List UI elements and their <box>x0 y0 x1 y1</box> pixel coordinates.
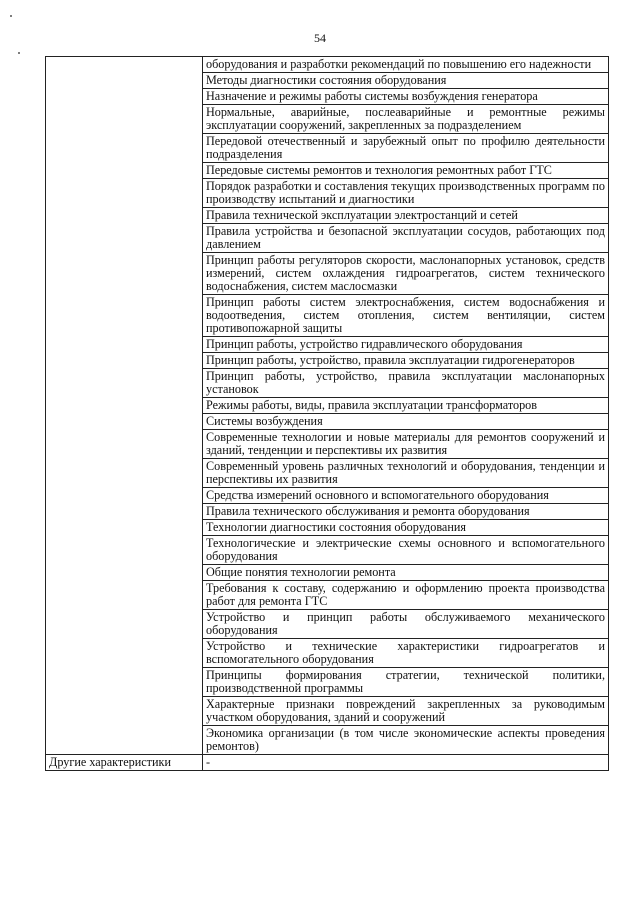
knowledge-item-cell <box>203 610 609 639</box>
left-column-empty-cell <box>46 57 203 755</box>
knowledge-item-text: Принципы формирования стратегии, технической политики, производственной программы <box>206 668 605 695</box>
scan-speck <box>18 52 20 54</box>
knowledge-item-text: Методы диагностики состояния оборудования <box>206 73 447 87</box>
knowledge-item-cell <box>203 430 609 459</box>
other-characteristics-row <box>46 755 609 771</box>
scan-speck <box>10 15 12 17</box>
knowledge-item-cell <box>203 536 609 565</box>
other-characteristics-value: - <box>203 755 609 771</box>
other-characteristics-label: Другие характеристики <box>46 755 203 771</box>
knowledge-item-cell <box>203 295 609 337</box>
knowledge-item-cell <box>203 73 609 89</box>
knowledge-item-cell <box>203 398 609 414</box>
knowledge-item-text: Принцип работы, устройство, правила эксплуатации гидрогенераторов <box>206 353 575 367</box>
knowledge-item-cell <box>203 89 609 105</box>
knowledge-item-text: Требования к составу, содержанию и оформлению проекта производства работ для ремонта ГТС <box>206 581 605 608</box>
knowledge-item-text: Принцип работы, устройство, правила эксплуатации маслонапорных установок <box>206 369 605 396</box>
knowledge-item-cell <box>203 337 609 353</box>
knowledge-item-text: Технологические и электрические схемы основного и вспомогательного оборудования <box>206 536 605 563</box>
knowledge-item-cell <box>203 369 609 398</box>
knowledge-item-cell <box>203 134 609 163</box>
knowledge-item-cell <box>203 253 609 295</box>
knowledge-item-text: Характерные признаки повреждений закрепленных за руководимым участком оборудования, зданий и сооружений <box>206 697 605 724</box>
knowledge-item-cell <box>203 353 609 369</box>
knowledge-item-text: Современный уровень различных технологий и оборудования, тенденции и перспективы их развития <box>206 459 605 486</box>
knowledge-item-text: Порядок разработки и составления текущих производственных программ по производству испытаний и диагностики <box>206 179 605 206</box>
knowledge-item-text: Принцип работы систем электроснабжения, систем водоснабжения и водоотведения, систем отопления, систем вентиляции, систем противопожарной защиты <box>206 295 605 335</box>
knowledge-item-text: Нормальные, аварийные, послеаварийные и ремонтные режимы эксплуатации сооружений, закрепленных за подразделением <box>206 105 605 132</box>
knowledge-item-text: Передовые системы ремонтов и технология ремонтных работ ГТС <box>206 163 552 177</box>
knowledge-item-text: Передовой отечественный и зарубежный опыт по профилю деятельности подразделения <box>206 134 605 161</box>
knowledge-item-cell <box>203 581 609 610</box>
knowledge-item-text: Режимы работы, виды, правила эксплуатации трансформаторов <box>206 398 538 412</box>
knowledge-item-text: Правила устройства и безопасной эксплуатации сосудов, работающих под давлением <box>206 224 605 251</box>
knowledge-item-text: Принцип работы регуляторов скорости, маслонапорных установок, средств измерений, систем охлаждения гидроагрегатов, систем технического водоснабжения, систем маслосмазки <box>206 253 605 293</box>
knowledge-item-cell <box>203 520 609 536</box>
table-row <box>46 57 609 73</box>
knowledge-item-cell <box>203 163 609 179</box>
knowledge-item-cell <box>203 726 609 755</box>
knowledge-item-cell <box>203 179 609 208</box>
knowledge-item-text: Современные технологии и новые материалы для ремонтов сооружений и зданий, тенденции и перспективы их развития <box>206 430 605 457</box>
knowledge-item-text: Назначение и режимы работы системы возбуждения генератора <box>206 89 538 103</box>
knowledge-item-cell <box>203 414 609 430</box>
knowledge-item-text: Правила технической эксплуатации электростанций и сетей <box>206 208 518 222</box>
knowledge-item-text: Системы возбуждения <box>206 414 323 428</box>
knowledge-item-text: Принцип работы, устройство гидравлического оборудования <box>206 337 523 351</box>
page-number: 54 <box>314 31 326 45</box>
knowledge-item-text: Общие понятия технологии ремонта <box>206 565 396 579</box>
knowledge-item-text: Устройство и принцип работы обслуживаемого механического оборудования <box>206 610 605 637</box>
knowledge-item-text: Средства измерений основного и вспомогательного оборудования <box>206 488 549 502</box>
knowledge-item-text: Устройство и технические характеристики гидроагрегатов и вспомогательного оборудования <box>206 639 605 666</box>
knowledge-item-text: оборудования и разработки рекомендаций по повышению его надежности <box>206 57 592 71</box>
knowledge-item-cell <box>203 668 609 697</box>
knowledge-item-cell <box>203 697 609 726</box>
knowledge-item-cell <box>203 224 609 253</box>
knowledge-item-cell <box>203 565 609 581</box>
knowledge-item-text: Технологии диагностики состояния оборудования <box>206 520 466 534</box>
knowledge-item-text: Экономика организации (в том числе экономические аспекты проведения ремонтов) <box>206 726 605 753</box>
knowledge-item-cell <box>203 488 609 504</box>
knowledge-item-cell <box>203 504 609 520</box>
knowledge-item-cell <box>203 208 609 224</box>
knowledge-item-cell <box>203 57 609 73</box>
knowledge-item-cell <box>203 459 609 488</box>
knowledge-item-text: Правила технического обслуживания и ремонта оборудования <box>206 504 530 518</box>
knowledge-item-cell <box>203 105 609 134</box>
knowledge-table <box>45 56 609 771</box>
knowledge-item-cell <box>203 639 609 668</box>
